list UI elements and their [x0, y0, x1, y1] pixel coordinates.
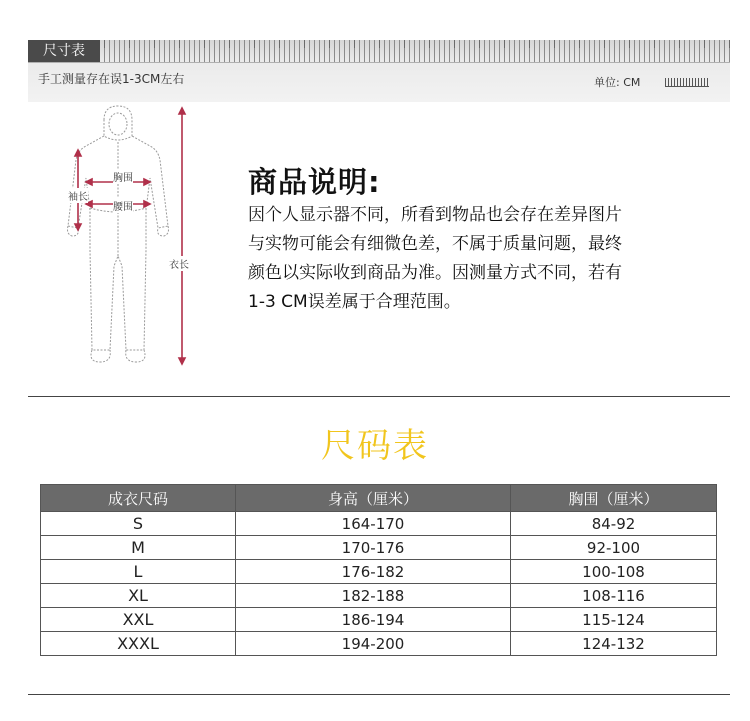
header-divider	[28, 62, 730, 63]
size-cell: L	[41, 560, 236, 584]
size-table	[40, 484, 717, 656]
size-cell: XL	[41, 584, 236, 608]
length-label: 衣长	[169, 256, 189, 271]
column-header: 身高（厘米）	[236, 485, 511, 512]
size-cell: M	[41, 536, 236, 560]
sleeve-label: 袖长	[68, 188, 88, 203]
height-cell: 186-194	[236, 608, 511, 632]
header-tab: 尺寸表	[28, 40, 100, 62]
size-cell: XXL	[41, 608, 236, 632]
waist-label: 腰围	[113, 198, 133, 213]
chest-cell: 100-108	[511, 560, 717, 584]
ruler-decoration	[104, 40, 730, 62]
description-line: 1-3 CM误差属于合理范围。	[248, 292, 461, 312]
chest-cell: 124-132	[511, 632, 717, 656]
chest-cell: 92-100	[511, 536, 717, 560]
coverall-diagram	[56, 100, 216, 376]
table-row	[41, 608, 717, 632]
description-line: 因个人显示器不同，所看到物品也会存在差异图片	[248, 205, 622, 225]
chest-label: 胸围	[113, 169, 133, 184]
description-line: 与实物可能会有细微色差，不属于质量问题，最终	[248, 234, 622, 254]
height-cell: 182-188	[236, 584, 511, 608]
unit-label: 单位: CM	[594, 76, 641, 89]
column-header: 成衣尺码	[41, 485, 236, 512]
size-cell: XXXL	[41, 632, 236, 656]
size-chart-header	[28, 40, 730, 102]
table-row	[41, 536, 717, 560]
height-cell: 170-176	[236, 536, 511, 560]
size-cell: S	[41, 512, 236, 536]
table-row	[41, 632, 717, 656]
table-row	[41, 512, 717, 536]
height-cell: 176-182	[236, 560, 511, 584]
description-title: 商品说明:	[248, 165, 381, 199]
chest-cell: 115-124	[511, 608, 717, 632]
size-table-title: 尺码表	[321, 426, 429, 466]
mini-ruler-icon	[665, 78, 709, 87]
table-row	[41, 560, 717, 584]
chest-cell: 108-116	[511, 584, 717, 608]
measurement-note: 手工测量存在误1-3CM左右	[38, 72, 185, 86]
height-cell: 164-170	[236, 512, 511, 536]
description-line: 颜色以实际收到商品为准。因测量方式不同，若有	[248, 263, 622, 283]
section-divider	[28, 396, 730, 397]
table-row	[41, 584, 717, 608]
height-cell: 194-200	[236, 632, 511, 656]
coverall-icon	[56, 100, 216, 376]
table-header-row	[41, 485, 717, 512]
column-header: 胸围（厘米）	[511, 485, 717, 512]
chest-cell: 84-92	[511, 512, 717, 536]
bottom-divider	[28, 694, 730, 695]
